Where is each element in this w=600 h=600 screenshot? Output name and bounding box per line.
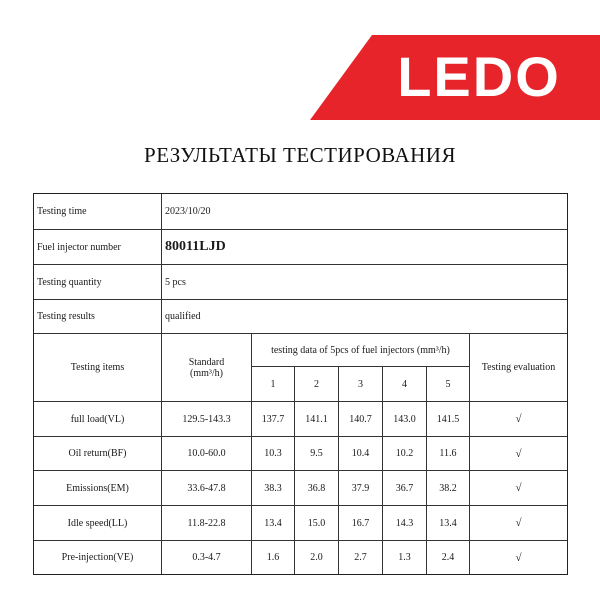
- row-value: 1.3: [383, 541, 427, 574]
- row-value: 2.4: [427, 541, 470, 574]
- row-standard: 0.3-4.7: [162, 541, 252, 574]
- row-standard: 10.0-60.0: [162, 437, 252, 471]
- row-item-idle-speed: Idle speed(LL): [34, 506, 162, 541]
- header-col-2: 2: [295, 367, 339, 402]
- header-col-3: 3: [339, 367, 383, 402]
- row-value: 36.7: [383, 471, 427, 506]
- row-value: 140.7: [339, 402, 383, 437]
- row-value: 141.5: [427, 402, 470, 437]
- header-testing-data: testing data of 5pcs of fuel injectors (mm³/h): [252, 334, 470, 367]
- ledo-logo: LEDO: [397, 45, 561, 108]
- row-value: 11.6: [427, 437, 470, 471]
- row-value: 14.3: [383, 506, 427, 541]
- row-value: 36.8: [295, 471, 339, 506]
- header-standard: Standard (mm³/h): [162, 334, 252, 402]
- row-standard: 33.6-47.8: [162, 471, 252, 506]
- row-value: 38.3: [252, 471, 295, 506]
- info-value-testing-time: 2023/10/20: [162, 194, 567, 230]
- row-evaluation-check: √: [470, 402, 567, 437]
- row-item-oil-return: Oil return(BF): [34, 437, 162, 471]
- row-value: 143.0: [383, 402, 427, 437]
- header-testing-items: Testing items: [34, 334, 162, 402]
- row-value: 38.2: [427, 471, 470, 506]
- info-value-testing-quantity: 5 pcs: [162, 265, 567, 300]
- row-value: 10.3: [252, 437, 295, 471]
- row-value: 15.0: [295, 506, 339, 541]
- info-label-testing-results: Testing results: [34, 300, 162, 334]
- info-label-testing-time: Testing time: [34, 194, 162, 230]
- row-evaluation-check: √: [470, 506, 567, 541]
- row-value: 16.7: [339, 506, 383, 541]
- row-value: 9.5: [295, 437, 339, 471]
- row-value: 137.7: [252, 402, 295, 437]
- info-label-injector-number: Fuel injector number: [34, 230, 162, 265]
- header-testing-evaluation: Testing evaluation: [470, 334, 567, 402]
- row-value: 2.0: [295, 541, 339, 574]
- row-evaluation-check: √: [470, 471, 567, 506]
- row-value: 141.1: [295, 402, 339, 437]
- row-item-pre-injection: Pre-injection(VE): [34, 541, 162, 574]
- row-standard: 129.5-143.3: [162, 402, 252, 437]
- row-value: 10.4: [339, 437, 383, 471]
- row-value: 13.4: [252, 506, 295, 541]
- row-value: 2.7: [339, 541, 383, 574]
- row-value: 37.9: [339, 471, 383, 506]
- test-report-table: [33, 193, 568, 575]
- header-col-5: 5: [427, 367, 470, 402]
- row-evaluation-check: √: [515, 551, 522, 564]
- row-item-full-load: full load(VL): [34, 402, 162, 437]
- header-col-4: 4: [383, 367, 427, 402]
- info-value-testing-results: qualified: [162, 300, 567, 334]
- info-value-injector-number: 80011LJD: [162, 230, 567, 265]
- header-col-1: 1: [252, 367, 295, 402]
- row-value: 13.4: [427, 506, 470, 541]
- page-title: РЕЗУЛЬТАТЫ ТЕСТИРОВАНИЯ: [144, 143, 456, 167]
- row-value: 1.6: [252, 541, 295, 574]
- info-label-testing-quantity: Testing quantity: [34, 265, 162, 300]
- row-evaluation-check: √: [470, 437, 567, 471]
- row-value: 10.2: [383, 437, 427, 471]
- row-standard: 11.8-22.8: [162, 506, 252, 541]
- row-item-emissions: Emissions(EM): [34, 471, 162, 506]
